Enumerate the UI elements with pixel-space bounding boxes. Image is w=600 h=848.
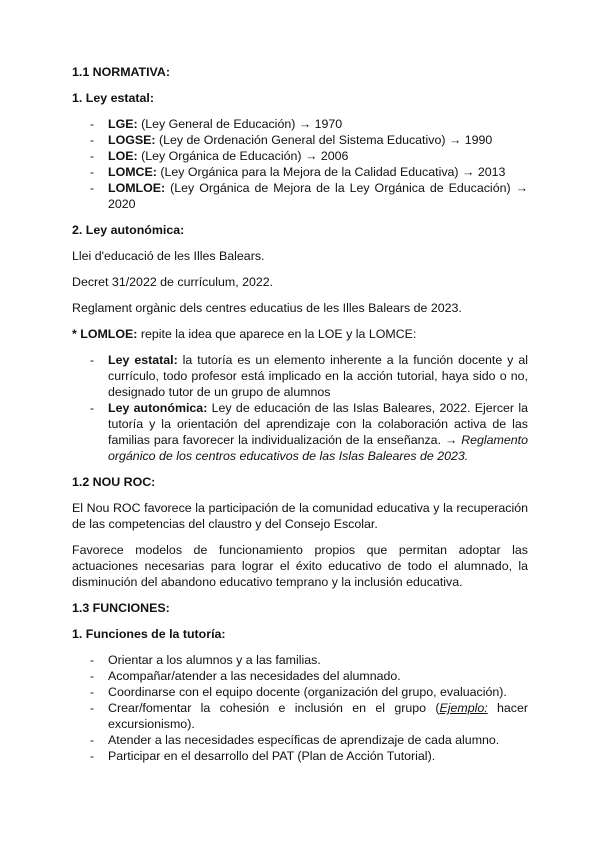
funciones-list bbox=[72, 652, 528, 764]
heading-funciones-tutoria: 1. Funciones de la tutoría: bbox=[72, 627, 226, 641]
list-item: - LOMLOE: (Ley Orgánica de Mejora de la Ley Orgánica de Educación) → 2020 bbox=[72, 180, 528, 212]
document-page bbox=[72, 64, 528, 764]
example-label: Ejemplo: bbox=[439, 701, 488, 715]
paragraph-nou-roc-1: El Nou ROC favorece la participación de la comunidad educativa y la recuperación de las competencias del claustro y del Consejo Escolar. bbox=[72, 501, 528, 531]
list-item: - Crear/fomentar la cohesión e inclusión en el grupo (Ejemplo: hacer excursionismo). bbox=[72, 700, 528, 732]
list-item: - Acompañar/atender a las necesidades del alumnado. bbox=[72, 668, 528, 684]
list-item: - LOGSE: (Ley de Ordenación General del Sistema Educativo) → 1990 bbox=[72, 132, 528, 148]
heading-normativa: 1.1 NORMATIVA: bbox=[72, 65, 170, 79]
list-item: - LOMCE: (Ley Orgánica para la Mejora de la Calidad Educativa) → 2013 bbox=[72, 164, 528, 180]
lomloe-list bbox=[72, 352, 528, 464]
heading-ley-autonomica: 2. Ley autonómica: bbox=[72, 223, 185, 237]
list-item: - Ley estatal: la tutoría es un elemento inherente a la función docente y al currículo, todo profesor está implicado en la acción tutorial, haya sido o no, designado tutor de un grupo de alumnos bbox=[72, 352, 528, 400]
list-item: - Coordinarse con el equipo docente (organización del grupo, evaluación). bbox=[72, 684, 528, 700]
lomloe-note: * LOMLOE: repite la idea que aparece en la LOE y la LOMCE: bbox=[72, 327, 417, 341]
list-item: - Ley autonómica: Ley de educación de las Islas Baleares, 2022. Ejercer la tutoría y la orientación del aprendizaje con la colaboración activa de las familias para favorecer la individualización de la enseñanza. → Reglamento orgánico de los centros educativos de las Islas Baleares de 2023. bbox=[72, 400, 528, 464]
heading-nou-roc: 1.2 NOU ROC: bbox=[72, 475, 156, 489]
list-item: - LOE: (Ley Orgánica de Educación) → 2006 bbox=[72, 148, 528, 164]
list-item: - Participar en el desarrollo del PAT (Plan de Acción Tutorial). bbox=[72, 748, 528, 764]
list-item: - Orientar a los alumnos y a las familias. bbox=[72, 652, 528, 668]
list-item: - Atender a las necesidades específicas de aprendizaje de cada alumno. bbox=[72, 732, 528, 748]
heading-funciones: 1.3 FUNCIONES: bbox=[72, 601, 170, 615]
paragraph-reglament: Reglament orgànic dels centres educatius de les Illes Balears de 2023. bbox=[72, 301, 462, 315]
list-item: - LGE: (Ley General de Educación) → 1970 bbox=[72, 116, 528, 132]
paragraph-decret: Decret 31/2022 de currículum, 2022. bbox=[72, 275, 274, 289]
paragraph-llei: Llei d'educació de les Illes Balears. bbox=[72, 249, 265, 263]
ley-estatal-list bbox=[72, 116, 528, 212]
paragraph-nou-roc-2: Favorece modelos de funcionamiento propios que permitan adoptar las actuaciones necesarias para lograr el éxito educativo de todo el alumnado, la disminución del abandono educativo temprano y la inclusión educativa. bbox=[72, 543, 528, 589]
heading-ley-estatal: 1. Ley estatal: bbox=[72, 91, 154, 105]
